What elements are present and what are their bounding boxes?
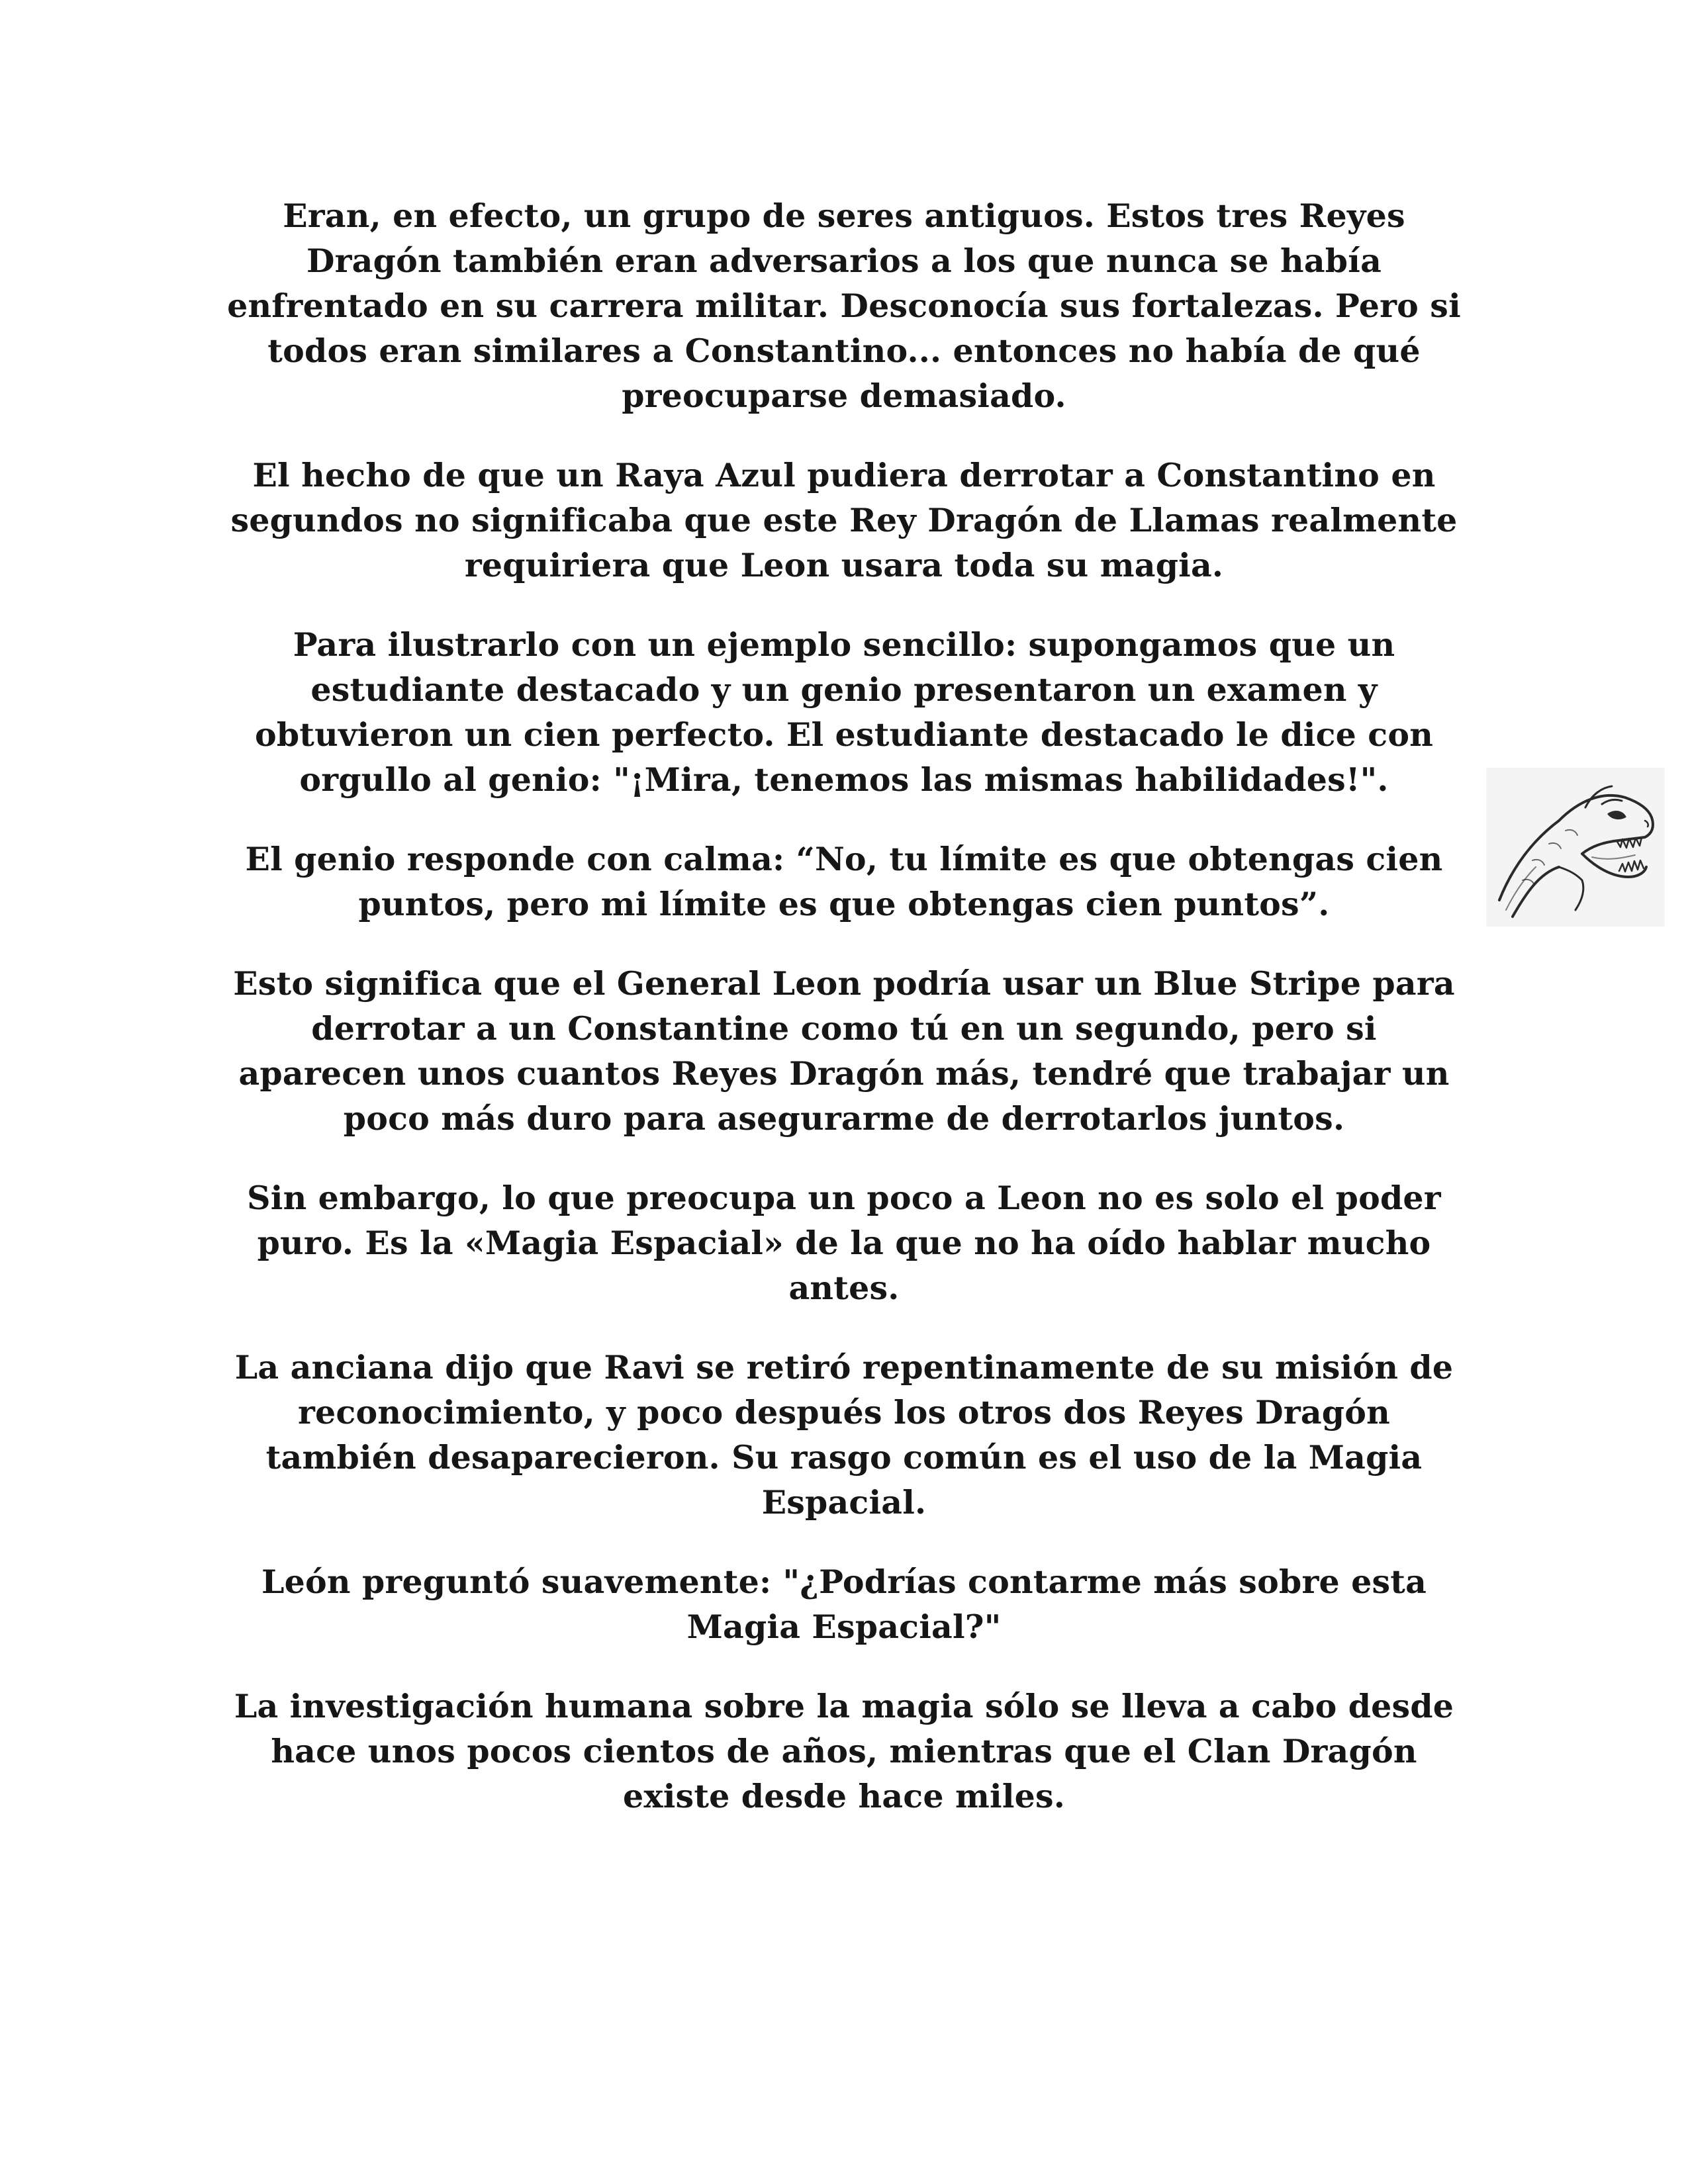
paragraph-5: Esto significa que el General Leon podría usar un Blue Stripe para derrotar a un Constantine como tú en un segundo, pero si aparecen unos cuantos Reyes Dragón más, tendré que trabajar un poco más duro para asegurarme de derrotarlos juntos.: [233, 964, 1455, 1138]
story-text: [225, 193, 1463, 1853]
paragraph-3: Para ilustrarlo con un ejemplo sencillo: supongamos que un estudiante destacado y un genio presentaron un examen y obtuvieron un cien perfecto. El estudiante destacado le dice con orgullo al genio: "¡Mira, tenemos las mismas habilidades!".: [254, 625, 1434, 799]
paragraph-2: El hecho de que un Raya Azul pudiera derrotar a Constantino en segundos no significaba que este Rey Dragón de Llamas realmente requiriera que Leon usara toda su magia.: [230, 456, 1458, 584]
paragraph-6: Sin embargo, lo que preocupa un poco a Leon no es solo el poder puro. Es la «Magia Espacial» de la que no ha oído hablar mucho antes.: [247, 1179, 1441, 1307]
paragraph-1: Eran, en efecto, un grupo de seres antiguos. Estos tres Reyes Dragón también eran adversarios a los que nunca se había enfrentado en su carrera militar. Desconocía sus fortalezas. Pero si todos eran similares a Constantino... entonces no había de qué preocuparse demasiado.: [227, 197, 1461, 415]
dragon-head-sketch-icon: [1486, 768, 1665, 927]
paragraph-8: León preguntó suavemente: "¿Podrías contarme más sobre esta Magia Espacial?": [261, 1563, 1427, 1646]
paragraph-4: El genio responde con calma: “No, tu límite es que obtengas cien puntos, pero mi límite es que obtengas cien puntos”.: [245, 840, 1443, 923]
paragraph-9: La investigación humana sobre la magia sólo se lleva a cabo desde hace unos pocos cientos de años, mientras que el Clan Dragón existe desde hace miles.: [234, 1687, 1454, 1815]
paragraph-7: La anciana dijo que Ravi se retiró repentinamente de su misión de reconocimiento, y poco después los otros dos Reyes Dragón también desaparecieron. Su rasgo común es el uso de la Magia Espacial.: [234, 1348, 1454, 1522]
